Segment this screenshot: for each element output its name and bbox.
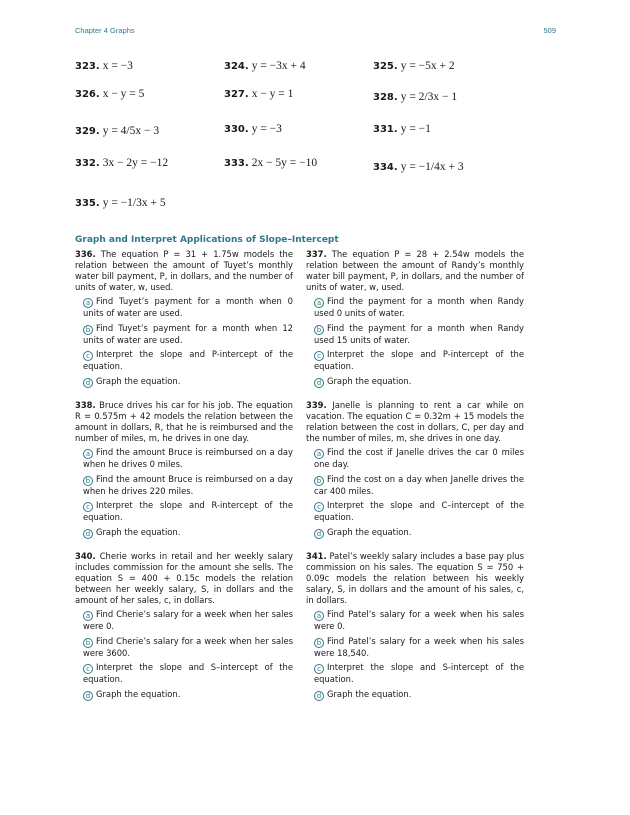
exercise-335: 335. y = −1/3x + 5	[75, 197, 166, 209]
part-a: a Find the amount Bruce is reimbursed on a day when he drives 0 miles.	[83, 447, 293, 469]
problem-stem: 338. Bruce drives his car for his job. The equation R = 0.575m + 42 models the relation between the amount in dollars, R, that he is reimbursed and the number of miles, m, he drives in one day.	[75, 400, 293, 443]
letter-b-icon: b	[314, 476, 324, 486]
part-a: a Find the payment for a month when Randy used 0 units of water.	[314, 296, 524, 318]
part-a: a Find Tuyet’s payment for a month when 0 units of water are used.	[83, 296, 293, 318]
part-b: b Find Patel’s salary for a week when his sales were 18,540.	[314, 635, 524, 658]
part-c: c Interpret the slope and R-intercept of the equation.	[83, 500, 293, 522]
page-number: 509	[543, 26, 556, 35]
part-c: c Interpret the slope and P-intercept of the equation.	[83, 349, 293, 371]
letter-a-icon: a	[83, 611, 93, 621]
part-b: b Find Tuyet’s payment for a month when 12 units of water are used.	[83, 322, 293, 345]
part-b: b Find the amount Bruce is reimbursed on a day when he drives 220 miles.	[83, 473, 293, 496]
exercise-328: 328. y = 2/3x − 1	[373, 91, 458, 103]
problem-stem: 341. Patel’s weekly salary includes a base pay plus commission on his sales. The equation S = 750 + 0.09c models the relation between his weekly salary, S, in dollars and the amount of his sales, c, in dollars.	[306, 551, 524, 605]
part-d: d Graph the equation.	[314, 689, 524, 701]
exercise-332: 332. 3x − 2y = −12	[75, 157, 169, 169]
exercise-326: 326. x − y = 5	[75, 88, 145, 100]
part-b: b Find Cherie’s salary for a week when her sales were 3600.	[83, 635, 293, 658]
letter-c-icon: c	[314, 351, 324, 361]
exercise-327: 327. x − y = 1	[224, 88, 294, 100]
letter-d-icon: d	[83, 691, 93, 701]
letter-b-icon: b	[314, 638, 324, 648]
problem-stem: 336. The equation P = 31 + 1.75w models the relation between the amount of Tuyet’s monthly water bill payment, P, in dollars, and the number of units of water, w, used.	[75, 249, 293, 292]
letter-b-icon: b	[83, 476, 93, 486]
problem-340	[75, 551, 293, 701]
part-d: d Graph the equation.	[314, 376, 524, 388]
exercise-330: 330. y = −3	[224, 123, 282, 135]
exercise-323: 323. x = −3	[75, 60, 133, 72]
letter-a-icon: a	[314, 449, 324, 459]
letter-a-icon: a	[83, 298, 93, 308]
letter-b-icon: b	[83, 638, 93, 648]
problem-338	[75, 400, 293, 539]
letter-d-icon: d	[314, 378, 324, 388]
letter-c-icon: c	[83, 502, 93, 512]
letter-b-icon: b	[314, 325, 324, 335]
letter-d-icon: d	[83, 378, 93, 388]
letter-a-icon: a	[314, 611, 324, 621]
exercise-329: 329. y = 4/5x − 3	[75, 125, 160, 137]
part-c: c Interpret the slope and S–intercept of the equation.	[83, 662, 293, 684]
letter-d-icon: d	[314, 691, 324, 701]
problem-337	[306, 249, 524, 388]
part-b: b Find the cost on a day when Janelle drives the car 400 miles.	[314, 473, 524, 496]
letter-a-icon: a	[314, 298, 324, 308]
part-a: a Find the cost if Janelle drives the car 0 miles one day.	[314, 447, 524, 469]
part-b: b Find the payment for a month when Randy used 15 units of water.	[314, 322, 524, 345]
part-d: d Graph the equation.	[314, 527, 524, 539]
part-a: a Find Cherie’s salary for a week when her sales were 0.	[83, 609, 293, 631]
letter-c-icon: c	[83, 351, 93, 361]
chapter-header: Chapter 4 Graphs	[75, 26, 135, 35]
problem-stem: 340. Cherie works in retail and her weekly salary includes commission for the amount she sells. The equation S = 400 + 0.15c models the relation between her weekly salary, S, in dollars and the amount of her sales, c, in dollars.	[75, 551, 293, 605]
letter-c-icon: c	[314, 502, 324, 512]
exercise-331: 331. y = −1	[373, 123, 431, 135]
exercise-324: 324. y = −3x + 4	[224, 60, 306, 72]
problem-stem: 339. Janelle is planning to rent a car while on vacation. The equation C = 0.32m + 15 models the relation between the cost in dollars, C, per day and the number of miles, m, she drives in one day.	[306, 400, 524, 443]
part-c: c Interpret the slope and P-intercept of the equation.	[314, 349, 524, 371]
part-c: c Interpret the slope and C–intercept of the equation.	[314, 500, 524, 522]
letter-d-icon: d	[314, 529, 324, 539]
exercise-333: 333. 2x − 5y = −10	[224, 157, 318, 169]
section-heading: Graph and Interpret Applications of Slope–Intercept	[75, 235, 339, 245]
exercise-334: 334. y = −1/4x + 3	[373, 161, 464, 173]
exercise-325: 325. y = −5x + 2	[373, 60, 455, 72]
problem-336	[75, 249, 293, 388]
letter-c-icon: c	[314, 664, 324, 674]
part-c: c Interpret the slope and S-intercept of the equation.	[314, 662, 524, 684]
part-d: d Graph the equation.	[83, 689, 293, 701]
part-a: a Find Patel’s salary for a week when his sales were 0.	[314, 609, 524, 631]
letter-a-icon: a	[83, 449, 93, 459]
letter-b-icon: b	[83, 325, 93, 335]
problem-341	[306, 551, 524, 701]
part-d: d Graph the equation.	[83, 376, 293, 388]
letter-d-icon: d	[83, 529, 93, 539]
problem-339	[306, 400, 524, 539]
letter-c-icon: c	[83, 664, 93, 674]
part-d: d Graph the equation.	[83, 527, 293, 539]
problem-stem: 337. The equation P = 28 + 2.54w models the relation between the amount of Randy’s monthly water bill payment, P, in dollars, and the number of units of water, w, used.	[306, 249, 524, 292]
